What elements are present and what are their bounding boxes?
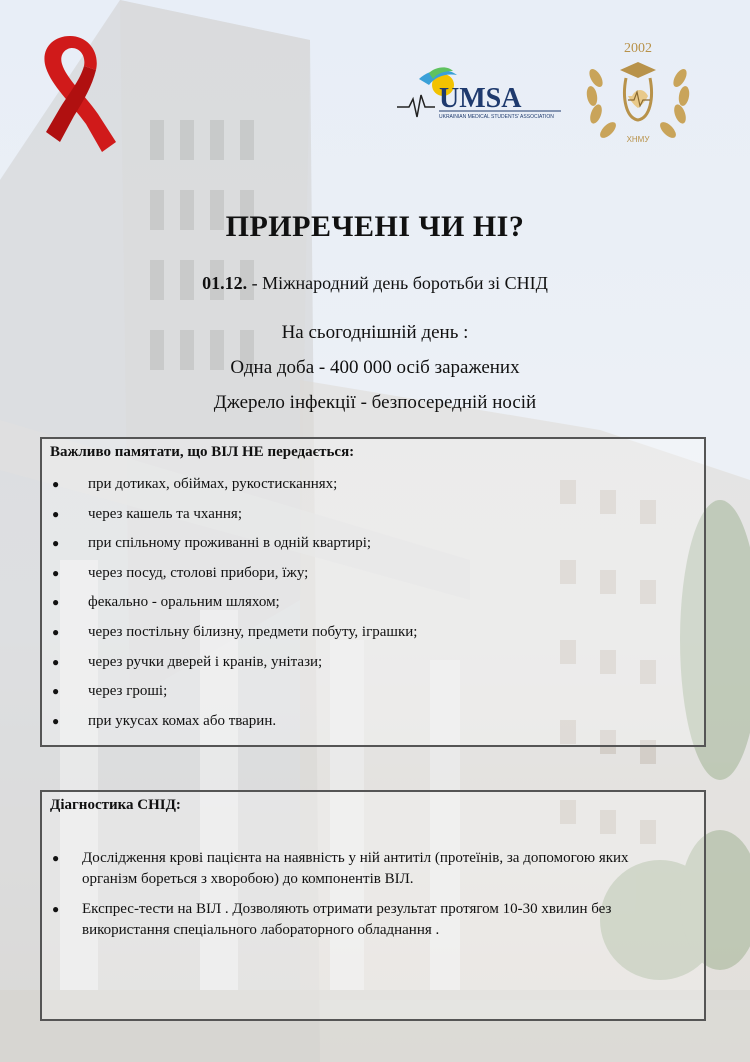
bullet-icon: ●	[52, 902, 60, 916]
gold-seal-logo	[582, 38, 694, 150]
list-item: ● при дотиках, обіймах, рукостисканнях;	[42, 470, 704, 500]
diagnostics-box-title: Діагностика СНІД:	[50, 797, 181, 813]
bullet-icon: ●	[52, 654, 60, 669]
bullet-icon: ●	[52, 477, 60, 491]
list-item: ● через ручки дверей і кранів, унітази;	[42, 648, 704, 678]
list-item: ● через кашель та чхання;	[42, 500, 704, 530]
transmission-list	[42, 470, 704, 736]
list-item: ● при укусах комах або тварин.	[42, 707, 704, 737]
umsa-logo-subtitle: UKRAINIAN MEDICAL STUDENTS' ASSOCIATION	[439, 114, 554, 120]
seal-year: 2002	[624, 41, 652, 56]
transmission-box	[40, 437, 706, 747]
bullet-icon: ●	[52, 595, 60, 610]
bullet-icon: ●	[52, 506, 60, 521]
list-item: ● Дослідження крові пацієнта на наявність у ній антитіл (протеїнів, за допомогою яких організм бореться з хворобою) до компонентів ВІЛ.	[52, 850, 629, 887]
diagnostics-box	[40, 790, 706, 1021]
list-item: ● Експрес-тести на ВІЛ . Дозволяють отримати результат протягом 10-30 хвилин без використання спеціального лабораторного обладнання .	[52, 901, 612, 938]
seal-text: ХНМУ	[626, 135, 650, 144]
red-ribbon-icon	[30, 28, 122, 160]
list-item: ● через гроші;	[42, 677, 704, 707]
transmission-box-title: Важливо памятати, що ВІЛ НЕ передається:	[50, 444, 355, 460]
list-item: ● при спільному проживанні в одній квартирі;	[42, 529, 704, 559]
date-line	[0, 273, 750, 294]
date-value: 01.12.	[202, 273, 248, 293]
stat-daily-infections: Одна доба - 400 000 осіб заражених	[230, 357, 520, 378]
list-item: ● через посуд, столові прибори, їжу;	[42, 559, 704, 589]
stats-heading: На сьогоднішній день :	[281, 322, 469, 343]
bullet-icon: ●	[52, 536, 60, 551]
bullet-icon: ●	[52, 565, 60, 580]
bullet-icon: ●	[52, 851, 60, 865]
stat-infection-source: Джерело інфекції - безпосередній носій	[213, 392, 537, 413]
page-title: ПРИРЕЧЕНІ ЧИ НІ?	[225, 210, 525, 243]
list-item: ● фекально - оральним шляхом;	[42, 588, 704, 618]
umsa-logo	[395, 65, 565, 127]
bullet-icon: ●	[52, 713, 60, 728]
diagnostics-list	[42, 848, 704, 950]
bullet-icon: ●	[52, 624, 60, 639]
list-item: ● через постільну білизну, предмети побуту, іграшки;	[42, 618, 704, 648]
bullet-icon: ●	[52, 684, 60, 699]
umsa-logo-text: UMSA	[439, 83, 522, 114]
date-description: - Міжнародний день боротьби зі СНІД	[247, 273, 548, 293]
